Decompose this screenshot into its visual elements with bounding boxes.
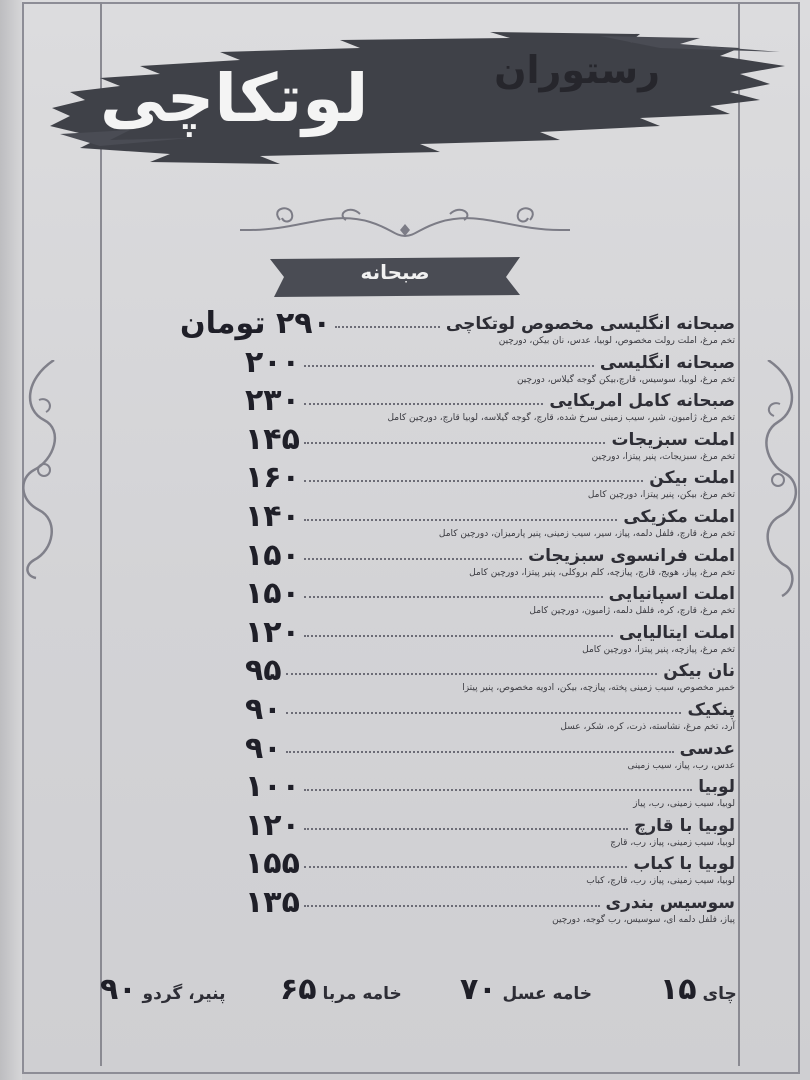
menu-item-price: ۱۲۰ (245, 614, 300, 650)
menu-item (200, 884, 735, 932)
footer-item-price: ۹۰ (100, 972, 137, 1007)
leader-dots (304, 789, 692, 791)
menu-item-price: ۱۴۵ (245, 421, 300, 457)
menu-item-price: ۹۰ (245, 730, 282, 766)
menu-item-name: لوبیا با کباب (633, 854, 735, 875)
menu-item-name: نان بیکن (663, 661, 735, 682)
menu-item-description: تخم مرغ، ژامبون، شیر، سیب زمینی سرخ شده، قارچ، گوجه گیلاسه، لوبیا قارچ، دورچین کامل (387, 413, 735, 424)
menu-item-name: املت بیکن (649, 468, 735, 489)
menu-item-name: املت فرانسوی سبزیجات (528, 545, 735, 566)
menu-item-name: املت ایتالیایی (618, 622, 735, 643)
menu-item-price: ۱۴۰ (245, 498, 300, 534)
menu-item-description: لوبیا، سیب زمینی، پیاز، رب، قارچ، کباب (586, 876, 735, 887)
restaurant-name: لوتکاچی (100, 60, 369, 137)
leader-dots (304, 403, 543, 405)
menu-item-description: تخم مرغ، پیازچه، پنیر پیتزا، دورچین کامل (582, 644, 735, 655)
menu-item-price: ۱۵۰ (245, 537, 300, 573)
leader-dots (304, 635, 613, 637)
menu-item-name: لوبیا (698, 777, 735, 798)
menu-item-description: تخم مرغ، لوبیا، سوسیس، قارچ،بیکن گوجه گیلاس، دورچین (516, 374, 735, 385)
menu-item-price: ۱۶۰ (245, 460, 300, 496)
menu-item-name: عدسی (679, 738, 735, 759)
menu-item-description: تخم مرغ، سبزیجات، پنیر پیتزا، دورچین (591, 451, 735, 462)
footer-item (660, 972, 737, 1007)
side-scroll-ornament-icon (748, 360, 804, 600)
menu-item-price: ۱۳۵ (245, 884, 300, 920)
leader-dots (304, 828, 628, 830)
menu-item-description: تخم مرغ، قارچ، کره، فلفل دلمه، ژامبون، دورچین کامل (529, 606, 735, 617)
menu-item-description: لوبیا، سیب زمینی، پیاز، رب، قارچ (610, 837, 735, 848)
menu-item-description: خمیر مخصوص، سیب زمینی پخته، پیازچه، بیکن، ادویه مخصوص، پنیر پیتزا (462, 683, 735, 694)
footer-item-label: چای (696, 984, 737, 1004)
menu-item-price: ۲۳۰ (245, 383, 300, 419)
menu-item-name: صبحانه انگلیسی مخصوص لوتکاچی (445, 314, 735, 334)
leader-dots (304, 905, 600, 907)
menu-item-description: آرد، تخم مرغ، نشاسته، ذرت، کره، شکر، عسل (560, 721, 735, 732)
leader-dots (304, 480, 643, 482)
menu-item-name: لوبیا با قارچ (634, 815, 735, 836)
restaurant-label: رستوران (494, 48, 660, 92)
side-scroll-ornament-icon (14, 360, 74, 580)
menu-item-description: تخم مرغ، بیکن، پنیر پیتزا، دورچین کامل (587, 490, 735, 501)
leader-dots (304, 519, 617, 521)
footer-item (100, 972, 226, 1007)
menu-item-description: عدس، رب، پیاز، سیب زمینی (627, 760, 735, 771)
menu-item-price: ۲۰۰ (245, 344, 300, 380)
menu-item-name: صبحانه کامل امریکایی (549, 391, 735, 412)
leader-dots (286, 712, 682, 714)
menu-item-name: صبحانه انگلیسی (599, 352, 735, 373)
footer-item (460, 972, 592, 1007)
footer-item-label: خامه عسل (496, 984, 593, 1004)
menu-item-description: لوبیا، سیب زمینی، رب، پیاز (633, 799, 735, 810)
menu-item-description: تخم مرغ، املت رولت مخصوص، لوبیا، عدس، نان بیکن، دورچین (498, 336, 735, 346)
leader-dots (304, 558, 522, 560)
footer-item-price: ۱۵ (660, 972, 697, 1007)
leader-dots (286, 751, 674, 753)
flourish-ornament-icon (240, 200, 570, 246)
section-title: صبحانه (360, 260, 430, 284)
menu-item-description: پیاز، فلفل دلمه ای، سوسیس، رب گوجه، دورچین (552, 914, 735, 925)
menu-item-description: تخم مرغ، قارچ، فلفل دلمه، پیاز، سیر، سیب زمینی، پنیر پارمیزان، دورچین کامل (438, 528, 735, 539)
menu-item-name: املت سبزیجات (611, 429, 735, 450)
leader-dots (304, 442, 606, 444)
footer-item (280, 972, 402, 1007)
footer-extras (60, 972, 750, 1032)
menu-item-name: سوسیس بندری (605, 892, 735, 913)
leader-dots (304, 866, 627, 868)
menu-item-price: ۹۵ (245, 653, 282, 689)
menu-item-price: ۲۹۰ تومان (180, 306, 331, 341)
menu-item-price: ۹۰ (245, 691, 282, 727)
leader-dots (304, 365, 594, 367)
menu-item-price: ۱۰۰ (245, 769, 300, 805)
footer-item-price: ۷۰ (460, 972, 497, 1007)
menu-item-name: املت اسپانیایی (608, 584, 735, 605)
menu-item-description: تخم مرغ، پیاز، هویج، قارچ، پیازچه، کلم بروکلی، پنیر پیتزا، دورچین کامل (469, 567, 735, 578)
leader-dots (304, 596, 603, 598)
leader-dots (286, 673, 658, 675)
footer-item-label: خامه مربا (316, 984, 402, 1004)
footer-item-label: پنیر، گردو (136, 984, 226, 1004)
footer-item-price: ۶۵ (280, 972, 317, 1007)
menu-item-price: ۱۵۵ (245, 846, 300, 882)
menu-list (180, 306, 735, 932)
menu-item-price: ۱۲۰ (245, 807, 300, 843)
leader-dots (335, 326, 440, 328)
menu-item-price: ۱۵۰ (245, 576, 300, 612)
menu-item-name: پنکیک (687, 699, 735, 720)
menu-item-name: املت مکزیکی (623, 506, 735, 527)
